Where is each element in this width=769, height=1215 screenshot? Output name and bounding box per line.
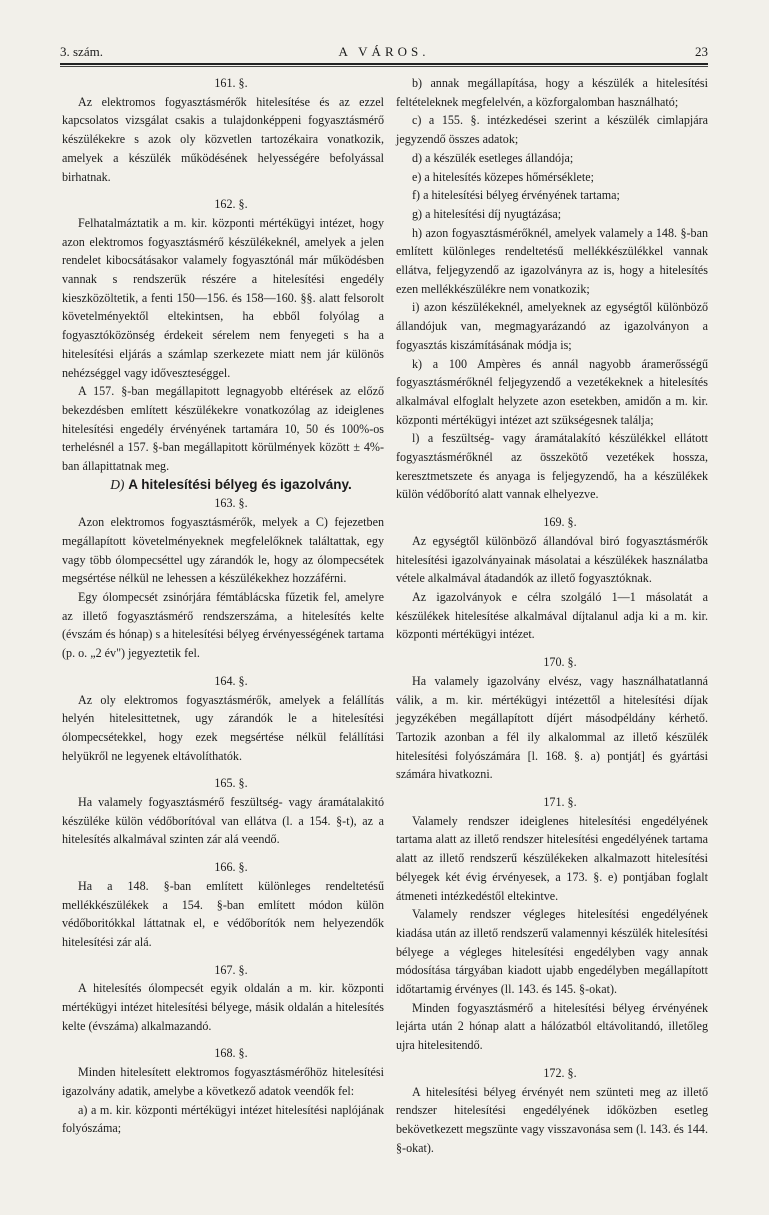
list-item: g) a hitelesítési díj nyugtázása; xyxy=(412,206,562,221)
paragraph: Az elektromos fogyasztásmérők hitelesítése és az ezzel kapcsolatos vizsgálat csakis a tulajdonképpeni fogyasztásmérő készülékekre s azok oly közvetlen tartozékaira vonatkozik, amelyek a készülék működésének helyességére befolyással birhatnak. xyxy=(62,94,384,184)
section-number: 166. §. xyxy=(214,860,248,875)
section-number: 171. §. xyxy=(543,795,577,810)
paragraph: A 157. §-ban megállapitott legnagyobb eltérések az előző bekezdésben említett készülékekre vonatkozólag az ideiglenes hitelesítési engedély érvényének tartamára 10, 50 és 100%-os terhelésnél a 157. §-ban megállapitott körülmények között ± 4%-ban állapittatnak meg. xyxy=(62,384,384,474)
paragraph: Felhatalmáztatik a m. kir. központi mértékügyi intézet, hogy azon elektromos fogyasztásmérő készülékeknél, amelyek a jelen rendelet kibocsátásakor valamely fogyasztónál már működésben vannak s rendszerük részére a hitelesítési engedély kieszközöltetik, a fenti 150—156. és 158—160. §§. alatt felsorolt követelményektől eltekintsen, ha ebből folyólag a fogyasztóközönség érdekeit sérelem nem fenyegeti s ha a hitelesítési eljárás a számlap szerkezete miatt nem jár különös nehézséggel vagy időveszteséggel. xyxy=(62,215,384,380)
paragraph: Valamely rendszer ideiglenes hitelesítési engedélyének tartama alatt az illető rendszer hitelesítési engedélyének tartama alatt az illető rendszerű készülékeken alkalmazott hitelesítési bélyegek két évig érvényesek, a 173. §. e) pontjában foglalt átmeneti intézkedéstől eltekintve. xyxy=(396,813,708,903)
list-item: h) azon fogyasztásmérőknél, amelyek valamely a 148. §-ban említett különleges rendeltetésű mellékkészülékkel vannak ellátva, feljegyzendő az igazolványra az is, hogy a hitelesítés ezen mellékkészülékre nem vonatkozik; xyxy=(396,225,708,296)
right-column xyxy=(396,74,708,1157)
page-header xyxy=(60,44,708,62)
list-item: k) a 100 Ampères és annál nagyobb áramerősségű fogyasztásmérőknél feljegyzendő a vezetékeknek a hitelesítés alkalmával elfoglalt helyzete azon esetekben, amidőn a m. kir. központi mértékügyi intézet azt szükségesnek találja; xyxy=(396,356,708,427)
section-number: 164. §. xyxy=(214,673,248,688)
section-number: 172. §. xyxy=(543,1065,577,1080)
page-number: 23 xyxy=(695,44,708,59)
chapter-title: A hitelesítési bélyeg és igazolvány. xyxy=(128,476,352,492)
header-rule xyxy=(60,63,708,67)
section-number: 168. §. xyxy=(214,1046,248,1061)
section-number: 170. §. xyxy=(543,655,577,670)
chapter-heading xyxy=(62,476,384,495)
section-number: 162. §. xyxy=(214,197,248,212)
journal-title: A VÁROS. xyxy=(338,44,430,59)
section-number: 165. §. xyxy=(214,776,248,791)
paragraph: A hitelesítési bélyeg érvényét nem szünteti meg az illető rendszer hitelesítési engedélyének időközben esetleg bekövetkezett megszünte vagy visszavonása sem (l. 143. és 144. §-okat). xyxy=(396,1084,708,1155)
paragraph: Az igazolványok e célra szolgáló 1—1 másolatát a készülékek hitelesítése alkalmával díjtalanul adja ki a m. kir. központi mértékügyi intézet. xyxy=(396,589,708,642)
section-number: 163. §. xyxy=(214,496,248,511)
paragraph: Az egységtől különböző állandóval biró fogyasztásmérők hitelesítési igazolványainak másolatai a készülékek használatba vétele alkalmával átadandók az illető fogyasztóknak. xyxy=(396,533,708,586)
list-item: a) a m. kir. központi mértékügyi intézet hitelesítési naplójának folyószáma; xyxy=(62,1102,384,1136)
chapter-letter: D) xyxy=(110,476,125,492)
section-number: 169. §. xyxy=(543,515,577,530)
paragraph: Egy ólompecsét zsinórjára fémtáblácska fűzetik fel, amelyre az illető fogyasztásmérő rendszerszáma, a hitelesítés kelte (évszám és hónap) s a hitelesítési bélyeg érvényességének tartama (p. o. „2 év") jegyeztetik fel. xyxy=(62,589,384,661)
paragraph: Minden hitelesített elektromos fogyasztásmérőhöz hitelesítési igazolvány adatik, amelybe a következő adatok veendők fel: xyxy=(62,1065,384,1098)
list-item: e) a hitelesítés közepes hőmérséklete; xyxy=(412,169,595,184)
paragraph: Az oly elektromos fogyasztásmérők, amelyek a felállítás helyén hitelesittetnek, ugy zárandók le a hitelesítési ólompecsétekkel, hogy ezek megsértése nélkül felállítási helyükről ne legyenek eltávolíthatók. xyxy=(62,692,384,763)
list-item: c) a 155. §. intézkedései szerint a készülék cimlapjára jegyzendő összes adatok; xyxy=(396,113,708,147)
paragraph: A hitelesítés ólompecsét egyik oldalán a m. kir. központi mértékügyi intézet hitelesítési bélyege, másik oldalán a hitelesítés kelte (évszáma) alkalmazandó. xyxy=(62,981,384,1033)
paragraph: Ha valamely fogyasztásmérő feszültség- vagy áramátalakitó készüléke külön védőborítóval van ellátva (l. a 154. §-t), az a hitelesítés alkalmával szinten zár alá veendő. xyxy=(62,795,384,847)
list-item: i) azon készülékeknél, amelyeknek az egységtől különböző állandójuk van, megmagyarázandó az igazolványon a fogyasztás kiszámításának módja is; xyxy=(396,300,708,352)
paragraph: Minden fogyasztásmérő a hitelesítési bélyeg érvényének lejárta után 2 hónap alatt a hálózatból eltávolitandó, illetőleg ujra hitelesitendő. xyxy=(396,1000,708,1053)
left-column xyxy=(62,74,384,1138)
list-item: b) annak megállapítása, hogy a készülék a hitelesítési feltételeknek megfelelvén, a közforgalomban használható; xyxy=(396,76,708,109)
paragraph: Ha valamely igazolvány elvész, vagy használhatatlanná válik, a m. kir. mértékügyi intézettől a hitelesítési díjak jegyzékében megállapított díjért másodpéldány kérhető. Tartozik azonban a fél ily alkalommal az illető készülék hitelesítési folyószámára [l. 168. §. a) pontját] és gyártási számára hivatkozni. xyxy=(396,673,708,782)
paragraph: Azon elektromos fogyasztásmérők, melyek a C) fejezetben megállapított követelményeknek megfelelőknek találtattak, egy vagy több ólompecséttel ugy zárandók le, hogy az ólompecsétek megsértése nélkül ne lehessen a készülékekhez hozzáférni. xyxy=(62,515,384,586)
paragraph: Ha a 148. §-ban említett különleges rendeltetésű mellékkészülékek a 154. §-ban említett módon külön védőboritókkal láttatnak el, e védőborítók nem helyezendők hitelesítési zár alá. xyxy=(62,878,384,949)
issue-number: 3. szám. xyxy=(60,44,103,59)
section-number: 161. §. xyxy=(214,76,248,90)
paragraph: Valamely rendszer végleges hitelesítési engedélyének kiadása után az illető rendszerű valamennyi készülék hitelesítési bélyege a végleges hitelesítési engedélyben vagy annak módosítása tárgyában kiadott ujabb engedélyben megállapított időtartamig érvényes (ll. 143. és 145. §-okat). xyxy=(396,907,708,997)
list-item: l) a feszültség- vagy áramátalakító készülékkel ellátott fogyasztásmérőknél az összekötő vezetékek hossza, keresztmetszete és anyaga is feljegyzendő, ha a készülékek külön védőborító alatt vannak elhelyezve. xyxy=(396,431,708,502)
section-number: 167. §. xyxy=(214,962,248,977)
list-item: f) a hitelesítési bélyeg érvényének tartama; xyxy=(412,188,620,203)
list-item: d) a készülék esetleges állandója; xyxy=(412,150,574,165)
